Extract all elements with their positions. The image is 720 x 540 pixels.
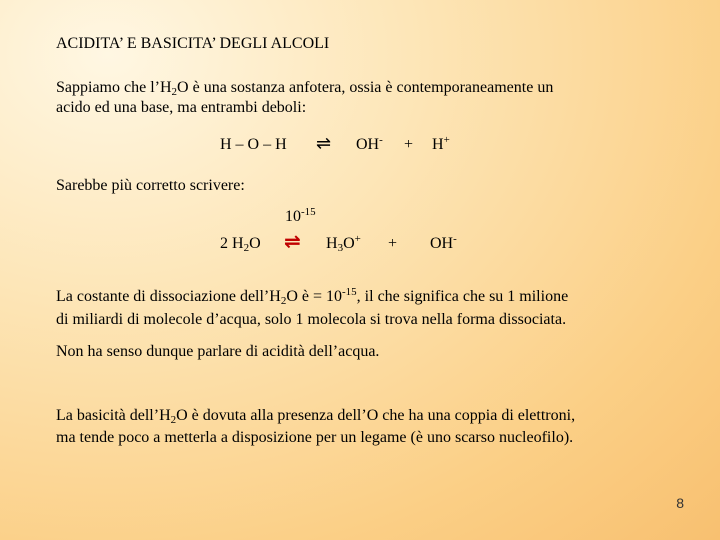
basicity-text-b: O è dovuta alla presenza dell’O che ha una coppia di elettroni, (176, 407, 576, 424)
eq1-product-2-charge: + (443, 134, 450, 146)
intro-line-2: acido ed una base, ma entrambi deboli: (56, 99, 307, 116)
constant-line-1 (56, 287, 568, 307)
eq2-product-1-o: O (343, 235, 355, 252)
basicity-line-2: ma tende poco a metterla a disposizione per un legame (è uno scarso nucleofilo). (56, 429, 574, 446)
eq2-reactant-text: 2 H (220, 235, 244, 252)
eq1-product-1-charge: - (379, 134, 383, 146)
basicity-subscript: 2 (170, 414, 177, 426)
eq1-product-2 (432, 135, 450, 155)
eq2-product-2-charge: - (453, 233, 457, 245)
intro-subscript: 2 (171, 86, 178, 98)
eq2-product-1-charge: + (354, 233, 361, 245)
constant-text-c: , il che significa che su 1 milione (356, 288, 569, 305)
constant-line-2: di miliardi di molecole d’acqua, solo 1 molecola si trova nella forma dissociata. (56, 311, 567, 328)
eq2-reactant-o: O (249, 235, 261, 252)
page-title: ACIDITA’ E BASICITA’ DEGLI ALCOLI (56, 35, 330, 52)
eq1-plus: + (404, 136, 414, 153)
eq2-constant-exp: -15 (301, 206, 316, 218)
eq2-constant-base: 10 (285, 208, 301, 225)
eq2-product-1 (326, 234, 361, 254)
equilibrium-arrow-icon: ⇌ (284, 229, 301, 253)
eq1-product-1 (356, 135, 383, 155)
eq1-product-1-text: OH (356, 136, 380, 153)
intro-text-b: O è una sostanza anfotera, ossia è contemporaneamente un (177, 79, 554, 96)
eq2-product-2 (430, 234, 457, 254)
eq1-product-2-text: H (432, 136, 444, 153)
eq2-reactant-sub: 2 (243, 242, 250, 254)
eq2-reactant (220, 234, 261, 254)
eq2-product-1-sub: 3 (337, 242, 344, 254)
basicity-text-a: La basicità dell’H (56, 407, 171, 424)
eq2-product-1-text: H (326, 235, 338, 252)
constant-text-b: O è = 10 (286, 288, 342, 305)
constant-exponent: -15 (342, 286, 357, 298)
constant-text-a: La costante di dissociazione dell’H (56, 288, 281, 305)
page-number: 8 (676, 495, 684, 511)
intro-line-1 (56, 78, 553, 98)
eq2-product-2-text: OH (430, 235, 454, 252)
better-line: Sarebbe più corretto scrivere: (56, 177, 245, 194)
eq2-constant (285, 207, 316, 227)
basicity-line-1 (56, 406, 575, 426)
eq1-molecule: H – O – H (220, 136, 287, 153)
equilibrium-arrow-icon: ⇌ (316, 133, 332, 154)
intro-text-a: Sappiamo che l’H (56, 79, 172, 96)
nonsense-line: Non ha senso dunque parlare di acidità dell’acqua. (56, 343, 380, 360)
constant-subscript: 2 (280, 295, 287, 307)
eq2-plus: + (388, 235, 398, 252)
